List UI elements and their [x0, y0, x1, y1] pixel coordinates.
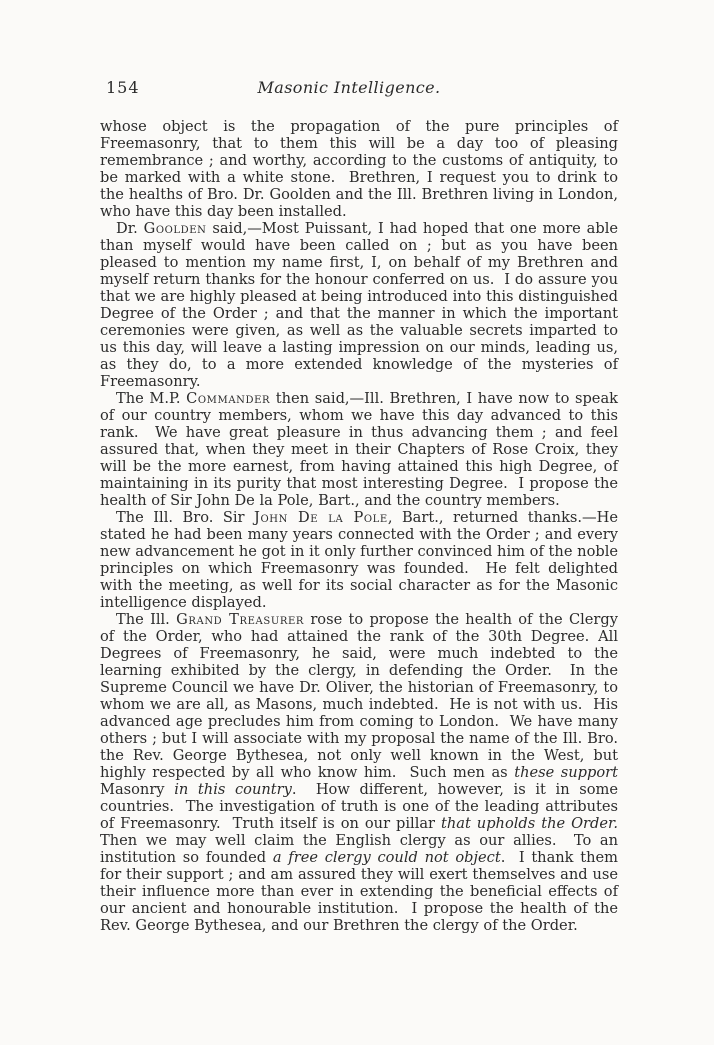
text-segment: whose object is the propagation of the pure principles of Freemasonry, that to them this will be a day too of pleasing remembrance ; and worthy, according to the customs of antiquity, to be marked with a white stone. Brethren, I request you to drink to the healths of Bro. Dr. Goolden and the Ill. Brethren living in London, who have this day been installed. — [100, 118, 623, 220]
text-segment: Masonry — [100, 764, 623, 798]
text-segment-italic: these support — [514, 764, 618, 781]
text-segment-italic: that upholds the Order. — [441, 815, 618, 832]
text-segment: The Ill. Bro. Sir — [116, 509, 254, 526]
text-segment-smallcaps: Goolden — [143, 220, 207, 237]
paragraph — [100, 509, 623, 611]
text-segment: The Ill. — [116, 611, 177, 628]
text-segment: Dr. — [116, 220, 144, 237]
paragraph — [100, 611, 628, 934]
text-segment-smallcaps: Commander — [186, 390, 271, 407]
text-segment: rose to propose the health of the Clergy of the Order, who had attained the rank of the 30th Degree. All Degrees of Freemasonry, he said, were much indebted to the learning exhibited by the clergy, in defending the Order. In the Supreme Council we have Dr. Oliver, the historian of Freemasonry, to whom we are all, as Masons, much indebted. He is not with us. His advanced age precludes him from coming to London. We have many others ; but I will associate with my proposal the name of the Ill. Bro. the Rev. George Bythesea, not only well known in the West, but highly respected by all who know him. Such men as — [100, 611, 623, 781]
text-segment-smallcaps: Grand Treasurer — [176, 611, 305, 628]
page-body — [100, 118, 628, 934]
paragraph — [100, 118, 623, 220]
text-segment: then said,—Ill. Brethren, I have now to speak of our country members, whom we have this day advanced to this rank. We have great pleasure in thus advancing them ; and feel assured that, when they meet in their Chapters of Rose Croix, they will be the more earnest, from having attained this high Degree, of maintaining in its purity that most interesting Degree. I propose the health of Sir John De la Pole, Bart., and the country members. — [100, 390, 623, 509]
text-segment: . How different, however, is it in some countries. The investigation of truth is one of the leading attributes of Freemasonry. Truth itself is on our pillar — [100, 781, 623, 832]
paragraph — [100, 220, 623, 390]
running-head: Masonic Intelligence. — [257, 78, 441, 97]
text-segment: said,—Most Puissant, I had hoped that one more able than myself would have been called on ; but as you have been pleased to mention my name first, I, on behalf of my Brethren and myself return thanks for the honour conferred on us. I do assure you that we are highly pleased at being introduced into this distinguished Degree of the Order ; and that the manner in which the important ceremonies were given, as well as the valuable secrets imparted to us this day, will leave a lasting impression on our minds, leading us, as they do, to a more extended knowledge of the mysteries of Freemasonry. — [100, 220, 623, 390]
page-number: 154 — [106, 78, 140, 97]
text-segment-smallcaps: John De la Pole — [254, 509, 388, 526]
text-segment: . I thank them for their support ; and am assured they will exert themselves and use their influence more than ever in extending the beneficial effects of our ancient and honourable institution. I propose the health of the Rev. George Bythesea, and our Brethren the clergy of the Order. — [100, 849, 623, 934]
text-segment: , Bart., returned thanks.—He stated he had been many years connected with the Order ; and every new advancement he got in it only further convinced him of the noble principles on which Freemasonry was founded. He felt delighted with the meeting, as well for its social character as for the Masonic intelligence displayed. — [100, 509, 623, 611]
text-segment: Then we may well claim the English clergy as our allies. To an institution so founded — [100, 815, 628, 866]
text-segment: The M.P. — [116, 390, 187, 407]
paragraph — [100, 390, 623, 509]
text-segment-italic: in this country — [174, 781, 292, 798]
text-segment-italic: a free clergy could not object — [272, 849, 501, 866]
page-header — [100, 78, 618, 100]
